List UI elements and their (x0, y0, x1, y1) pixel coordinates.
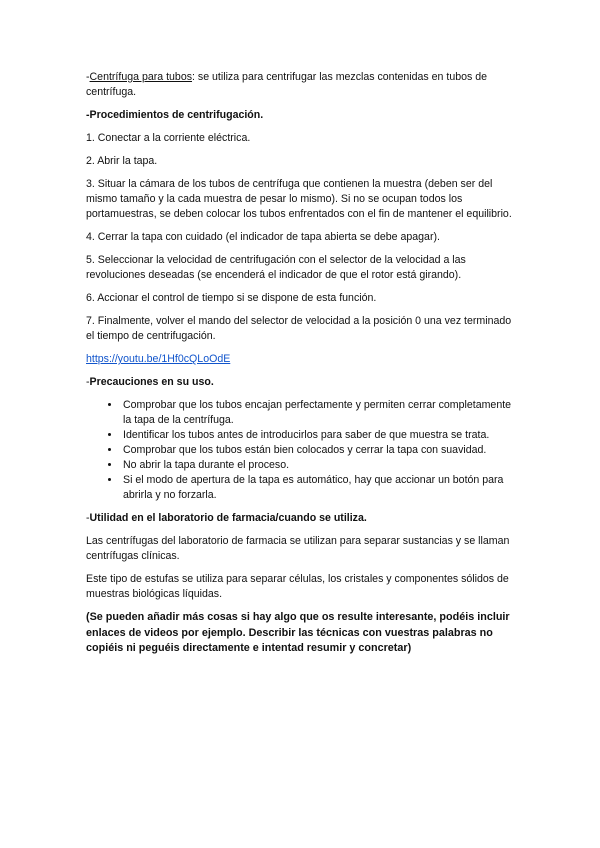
procedure-step-6: 6. Accionar el control de tiempo si se dispone de esta función. (86, 292, 377, 304)
procedure-step-2: 2. Abrir la tapa. (86, 155, 158, 167)
precautions-heading-text: Precauciones en su uso. (89, 376, 214, 388)
procedure-step-1: 1. Conectar a la corriente eléctrica. (86, 132, 251, 144)
precaution-item: • Identificar los tubos antes de introducirlos para saber de que muestra se trata. (121, 428, 516, 443)
procedure-step-7: 7. Finalmente, volver el mando del selector de velocidad a la posición 0 una vez terminado el tiempo de centrifugación. (86, 315, 512, 342)
document-content (86, 70, 516, 665)
procedure-step-5: 5. Seleccionar la velocidad de centrifugación con el selector de la velocidad a las revoluciones deseadas (se encenderá el indicador de que el rotor está girando). (86, 254, 466, 281)
procedures-heading: -Procedimientos de centrifugación. (86, 109, 264, 121)
procedure-step-3: 3. Situar la cámara de los tubos de centrífuga que contienen la muestra (deben ser del mismo tamaño y la cada muestra de pesar lo mismo). Si no se ocupan todos los portamuestras, se deben colocar los tubos enfrentados con el fin de mantener el equilibrio. (86, 178, 512, 220)
precaution-item: • Comprobar que los tubos encajan perfectamente y permiten cerrar completamente la tapa de la centrífuga. (121, 398, 516, 428)
intro-text: : se utiliza para centrifugar las mezclas contenidas en tubos de centrífuga. (86, 71, 488, 98)
utility-paragraph-1: Las centrífugas del laboratorio de farmacia se utilizan para separar sustancias y se llaman centrífugas clínicas. (86, 535, 510, 562)
utility-heading-text: Utilidad en el laboratorio de farmacia/cuando se utiliza. (89, 512, 367, 524)
intro-dash: - (86, 71, 90, 83)
instructions-note: (Se pueden añadir más cosas si hay algo que os resulte interesante, podéis incluir enlaces de videos por ejemplo. Describir las técnicas con vuestras palabras no copiéis ni peguéis directamente e intentad resumir y concretar) (86, 611, 510, 654)
utility-dash: - (86, 512, 90, 524)
precaution-item: • Comprobar que los tubos están bien colocados y cerrar la tapa con suavidad. (121, 443, 516, 458)
precaution-item: • Si el modo de apertura de la tapa es automático, hay que accionar un botón para abrirla y no forzarla. (121, 473, 516, 503)
precautions-heading (86, 375, 516, 390)
utility-heading (86, 511, 516, 526)
procedure-step-4: 4. Cerrar la tapa con cuidado (el indicador de tapa abierta se debe apagar). (86, 231, 440, 243)
intro-term: Centrífuga para tubos (89, 71, 193, 83)
precautions-dash: - (86, 376, 90, 388)
precaution-item: • No abrir la tapa durante el proceso. (121, 458, 516, 473)
video-link-paragraph (86, 352, 516, 367)
precautions-list (86, 398, 516, 503)
video-link[interactable]: https://youtu.be/1Hf0cQLoOdE (86, 353, 231, 365)
utility-paragraph-2: Este tipo de estufas se utiliza para separar células, los cristales y componentes sólidos de muestras biológicas líquidas. (86, 573, 509, 600)
intro-paragraph (86, 70, 516, 100)
